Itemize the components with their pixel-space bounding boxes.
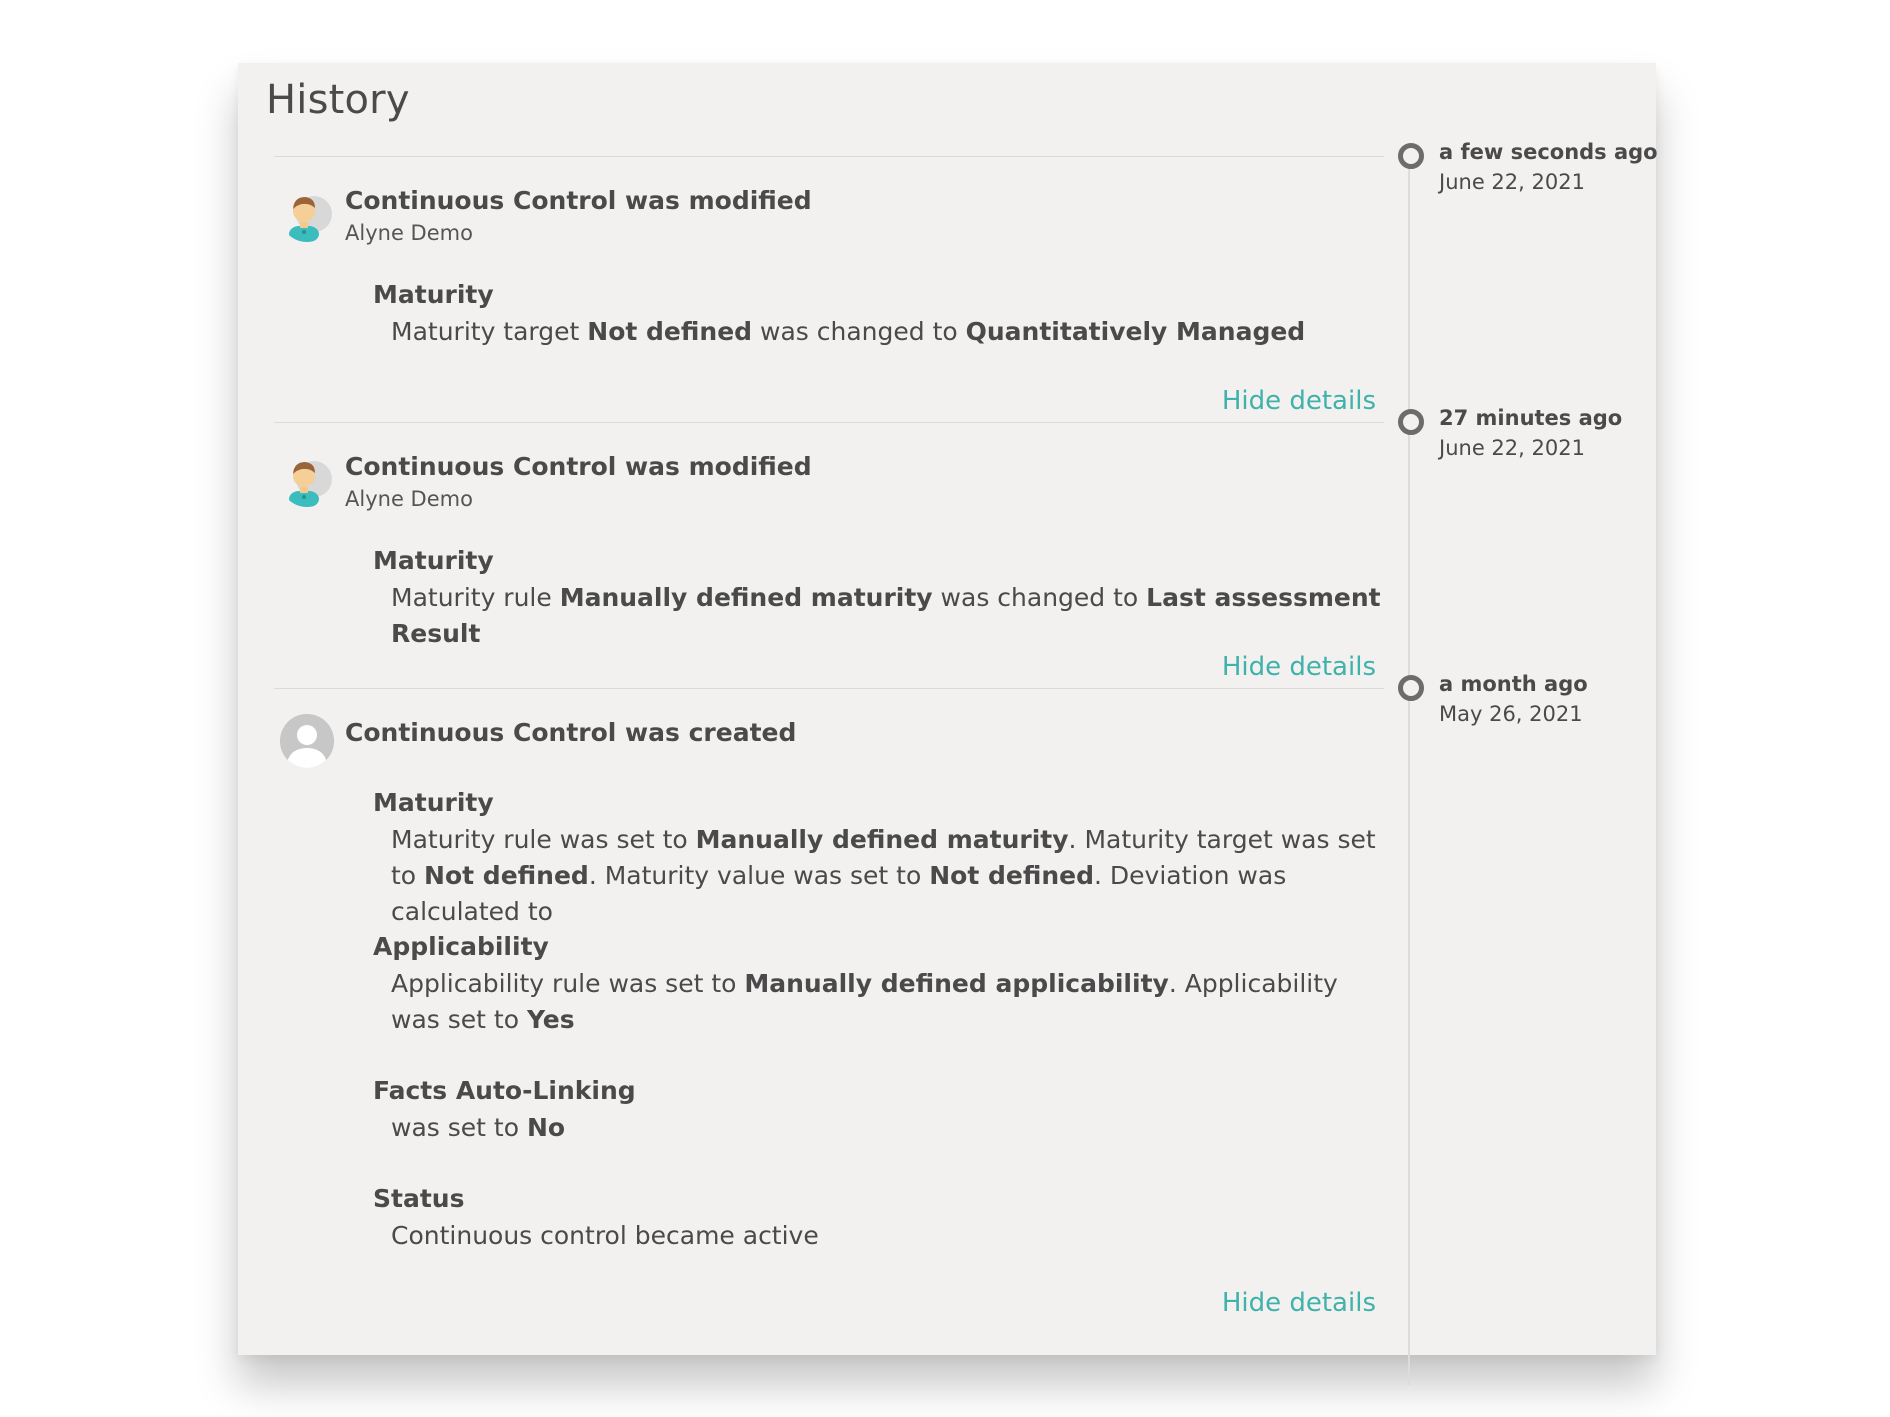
hide-details-link[interactable]: Hide details: [1221, 386, 1376, 416]
section-heading: Maturity: [373, 546, 494, 575]
section-text: [391, 822, 1391, 930]
user-avatar: [280, 453, 334, 507]
section-heading: Maturity: [373, 280, 494, 309]
highlighted-value: Quantitatively Managed: [965, 317, 1306, 346]
text-fragment: Applicability rule was set to: [391, 969, 745, 998]
entry-title: Continuous Control was modified: [345, 186, 812, 215]
timeline-marker: [1398, 143, 1424, 169]
section-heading: Maturity: [373, 788, 494, 817]
text-fragment: Continuous control became active: [391, 1221, 819, 1250]
timeline-marker: [1398, 675, 1424, 701]
timeline-time-ago: a month ago: [1439, 672, 1588, 696]
timeline-time-ago: a few seconds ago: [1439, 140, 1658, 164]
section-heading: Status: [373, 1184, 465, 1213]
generic-avatar: [280, 714, 334, 768]
section-text: [391, 580, 1391, 652]
entry-user: Alyne Demo: [345, 487, 473, 511]
entry-divider: [274, 422, 1384, 423]
history-entry: [274, 156, 1384, 426]
highlighted-value: Yes: [526, 1005, 575, 1034]
highlighted-value: No: [526, 1113, 566, 1142]
text-fragment: was changed to: [752, 317, 966, 346]
highlighted-value: Not defined: [587, 317, 753, 346]
section-text: [391, 1110, 1391, 1146]
hide-details-link[interactable]: Hide details: [1221, 1288, 1376, 1318]
text-fragment: . Maturity value was set to: [588, 861, 930, 890]
entry-user: Alyne Demo: [345, 221, 473, 245]
timeline-date: May 26, 2021: [1439, 702, 1583, 726]
hide-details-link[interactable]: Hide details: [1221, 652, 1376, 682]
timeline-date: June 22, 2021: [1439, 170, 1585, 194]
entry-divider: [274, 688, 1384, 689]
user-avatar: [280, 188, 334, 242]
section-heading: Facts Auto-Linking: [373, 1076, 636, 1105]
highlighted-value: Not defined: [929, 861, 1095, 890]
entry-title: Continuous Control was modified: [345, 452, 812, 481]
section-text: [391, 966, 1391, 1038]
section-heading: Applicability: [373, 932, 549, 961]
timeline-time-ago: 27 minutes ago: [1439, 406, 1623, 430]
history-panel: [238, 63, 1656, 1355]
section-text: [391, 1218, 1391, 1254]
text-fragment: Maturity rule: [391, 583, 560, 612]
highlighted-value: Manually defined applicability: [744, 969, 1169, 998]
timeline-line: [1408, 155, 1410, 1385]
timeline-marker: [1398, 409, 1424, 435]
text-fragment: was changed to: [932, 583, 1147, 612]
highlighted-value: Last assessment Result: [391, 583, 1381, 648]
text-fragment: . Deviation was calculated to: [391, 861, 1287, 926]
section-text: [391, 314, 1391, 350]
text-fragment: Maturity target: [391, 317, 588, 346]
text-fragment: was set to: [391, 1113, 527, 1142]
history-entry: [274, 422, 1384, 692]
history-entry: [274, 688, 1384, 1368]
text-fragment: . Applicability was set to: [391, 969, 1338, 1034]
entry-divider: [274, 156, 1384, 157]
text-fragment: . Maturity target was set to: [391, 825, 1376, 890]
highlighted-value: Not defined: [424, 861, 589, 890]
timeline-date: June 22, 2021: [1439, 436, 1585, 460]
page-title: History: [266, 77, 410, 123]
highlighted-value: Manually defined maturity: [695, 825, 1069, 854]
entry-title: Continuous Control was created: [345, 718, 797, 747]
text-fragment: Maturity rule was set to: [391, 825, 696, 854]
highlighted-value: Manually defined maturity: [559, 583, 933, 612]
